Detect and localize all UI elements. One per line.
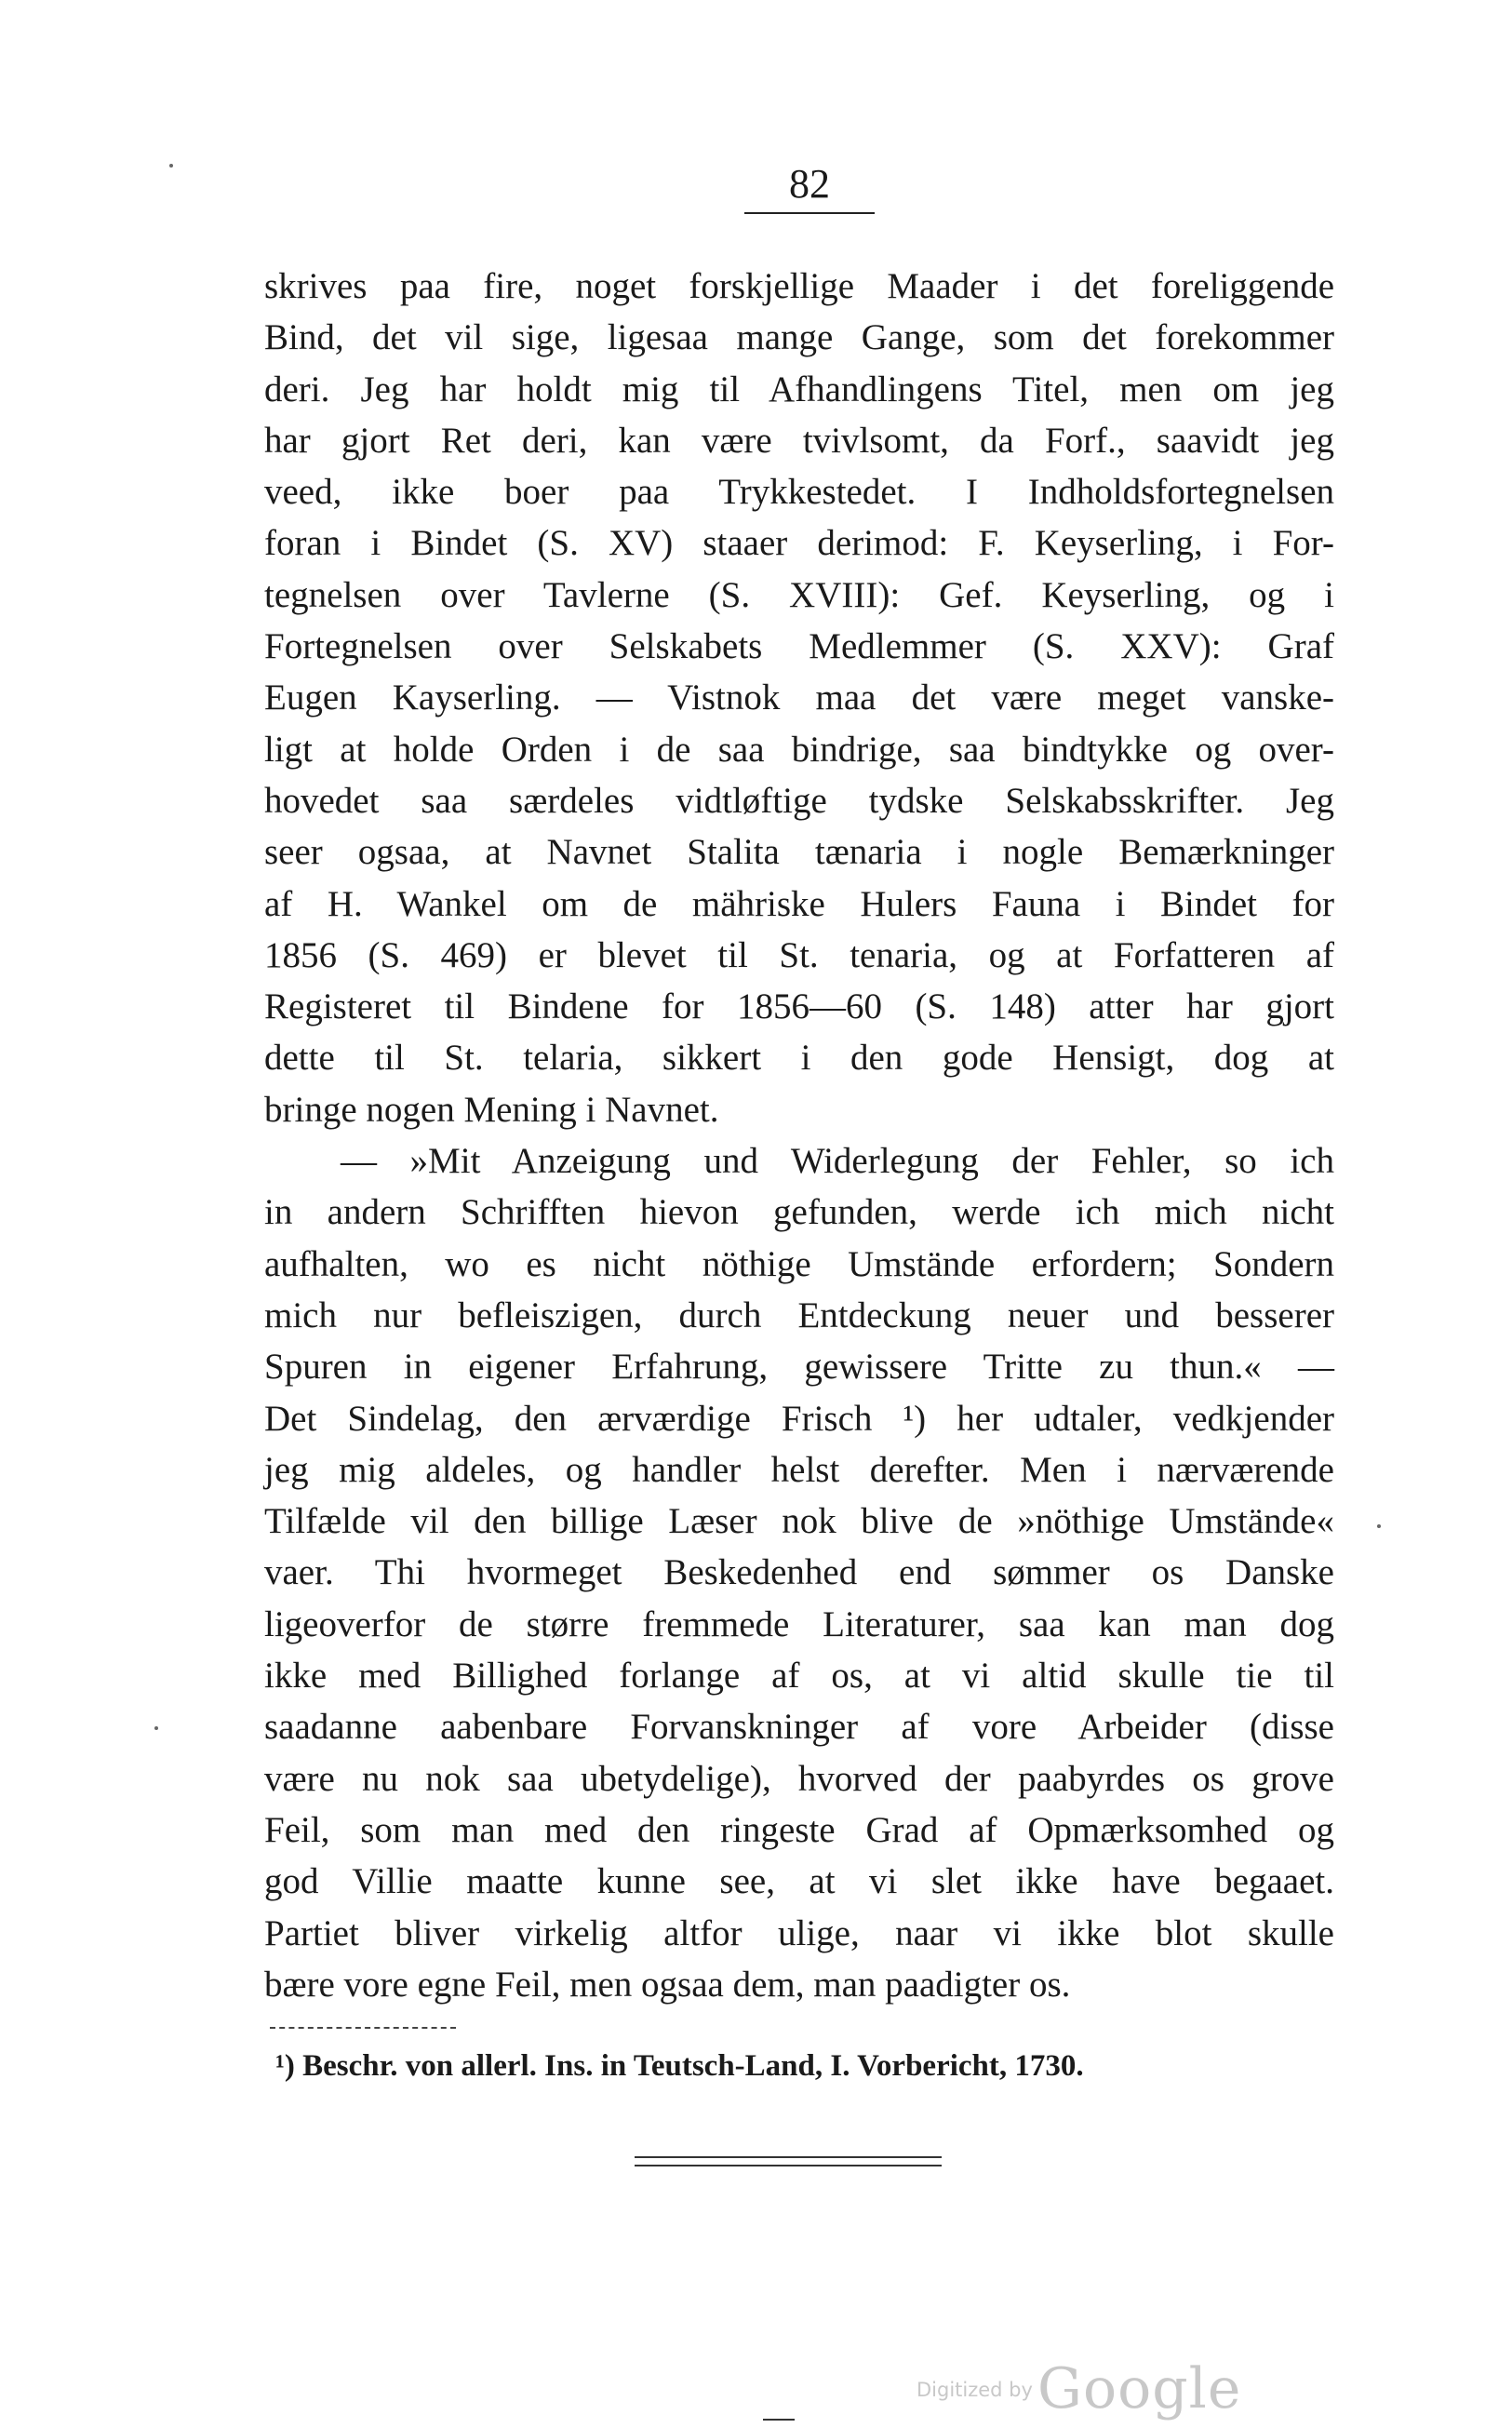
text-line: — »Mit Anzeigung und Widerlegung der Fehler, so ich <box>341 1141 1334 1182</box>
page-number-rule <box>744 212 875 214</box>
text-line: Feil, som man med den ringeste Grad af Opmærksomhed og <box>264 1809 1334 1850</box>
text-line: bære vore egne Feil, men ogsaa dem, man paadigter os. <box>264 1964 1071 2005</box>
text-line: seer ogsaa, at Navnet Stalita tænaria i nogle Bemærkninger <box>264 832 1334 873</box>
google-logo: Google <box>1037 2356 1242 2421</box>
digitized-watermark <box>917 2356 1241 2421</box>
body-text <box>264 261 1334 2010</box>
page-number-block <box>740 161 879 214</box>
footnote: ¹) Beschr. von allerl. Ins. in Teutsch-Land, I. Vorbericht, 1730. <box>275 2049 1084 2083</box>
text-line: veed, ikke boer paa Trykkestedet. I Indholdsfortegnelsen <box>264 472 1334 513</box>
text-line: være nu nok saa ubetydelige), hvorved der paabyrdes os grove <box>264 1758 1334 1799</box>
text-line: skrives paa fire, noget forskjellige Maader i det foreliggende <box>264 266 1334 306</box>
text-line: Spuren in eigener Erfahrung, gewissere Tritte zu thun.« — <box>264 1347 1334 1388</box>
text-line: Fortegnelsen over Selskabets Medlemmer (S. XXV): Graf <box>264 626 1334 667</box>
bottom-mark <box>763 2419 795 2421</box>
print-speck <box>1377 1524 1381 1528</box>
text-line: deri. Jeg har holdt mig til Afhandlingens Titel, men om jeg <box>264 369 1334 409</box>
text-line: 1856 (S. 469) er blevet til St. tenaria, og at Forfatteren af <box>264 934 1334 975</box>
text-line: ligeoverfor de større fremmede Literaturer, saa kan man dog <box>264 1603 1334 1644</box>
watermark-prefix: Digitized by <box>917 2379 1033 2401</box>
text-line: aufhalten, wo es nicht nöthige Umstände erfordern; Sondern <box>264 1243 1334 1284</box>
page-number: 82 <box>789 161 830 207</box>
text-line: Det Sindelag, den ærværdige Frisch ¹) her udtaler, vedkjender <box>264 1398 1334 1439</box>
text-line: tegnelsen over Tavlerne (S. XVIII): Gef. Keyserling, og i <box>264 574 1334 615</box>
text-line: foran i Bindet (S. XV) staaer derimod: F. Keyserling, i For- <box>264 523 1334 564</box>
text-line: Bind, det vil sige, ligesaa mange Gange, som det forekommer <box>264 317 1334 358</box>
end-double-rule <box>635 2156 942 2166</box>
text-line: mich nur befleiszigen, durch Entdeckung neuer und besserer <box>264 1294 1334 1335</box>
text-line: ikke med Billighed forlange af os, at vi altid skulle tie til <box>264 1656 1334 1697</box>
footnote-separator <box>270 2027 456 2031</box>
text-line: god Villie maatte kunne see, at vi slet ikke have begaaet. <box>264 1861 1334 1902</box>
text-line: Partiet bliver virkelig altfor ulige, naar vi ikke blot skulle <box>264 1912 1334 1953</box>
print-speck <box>154 1726 158 1730</box>
print-speck <box>169 164 173 168</box>
text-line: saadanne aabenbare Forvanskninger af vore Arbeider (disse <box>264 1707 1334 1748</box>
text-line: af H. Wankel om de mähriske Hulers Fauna i Bindet for <box>264 883 1334 924</box>
text-line: ligt at holde Orden i de saa bindrige, saa bindtykke og over- <box>264 729 1334 770</box>
text-line: bringe nogen Mening i Navnet. <box>264 1089 719 1130</box>
text-line: Registeret til Bindene for 1856—60 (S. 148) atter har gjort <box>264 986 1334 1027</box>
text-line: Eugen Kayserling. — Vistnok maa det være meget vanske- <box>264 677 1334 718</box>
text-line: hovedet saa særdeles vidtløftige tydske Selskabsskrifter. Jeg <box>264 780 1334 821</box>
text-line: dette til St. telaria, sikkert i den gode Hensigt, dog at <box>264 1038 1334 1079</box>
text-line: in andern Schrifften hievon gefunden, werde ich mich nicht <box>264 1192 1334 1233</box>
text-line: Tilfælde vil den billige Læser nok blive de »nöthige Umstände« <box>264 1501 1334 1542</box>
text-line: vaer. Thi hvormeget Beskedenhed end sømmer os Danske <box>264 1552 1334 1593</box>
text-line: har gjort Ret deri, kan være tvivlsomt, da Forf., saavidt jeg <box>264 420 1334 461</box>
text-line: jeg mig aldeles, og handler helst derefter. Men i nærværende <box>264 1449 1334 1490</box>
